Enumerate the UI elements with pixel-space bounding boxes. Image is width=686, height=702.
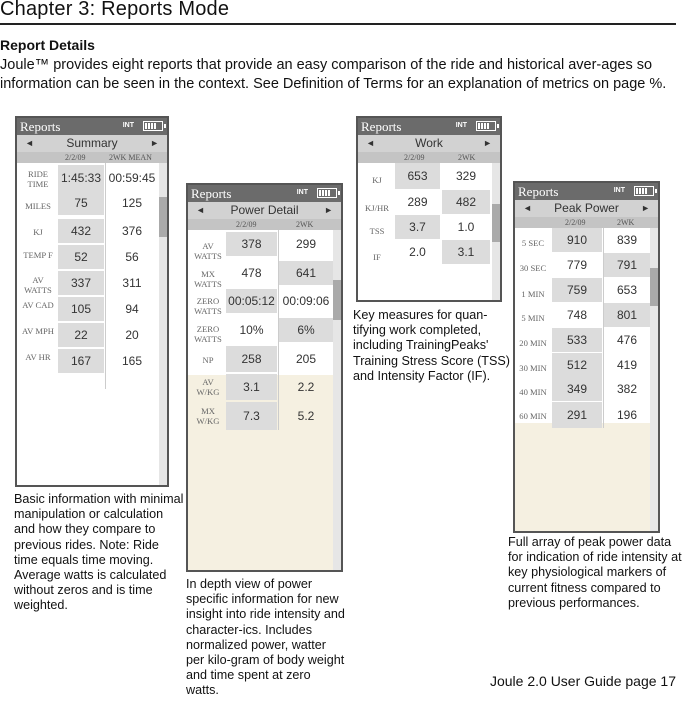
next-report-icon[interactable]: ► [324,205,333,215]
row-value-date: 779 [566,258,588,272]
row-value-average: 801 [604,303,650,327]
scrollbar-thumb[interactable] [159,197,167,237]
row-label: AV MPH [22,326,54,336]
battery-icon [476,121,496,131]
row-label: NP [202,355,214,365]
row-label: MILES [25,201,51,211]
row-value-average: 839 [616,233,638,247]
page-footer: Joule 2.0 User Guide page 17 [489,673,676,689]
col-average: 2WK [296,220,314,229]
row-value-date: 167 [58,349,104,373]
row-value-average: 382 [616,382,638,396]
report-name: Peak Power [554,201,619,215]
row-value-date: 533 [552,328,602,352]
row-value-date: 3.1 [226,374,277,400]
prev-report-icon[interactable]: ◄ [25,138,34,148]
row-value-date: 512 [552,353,602,377]
row-value-date: 75 [58,191,104,215]
row-label: TEMP F [23,250,53,260]
row-label: 5 MIN [521,313,545,323]
report-nav-bar [17,135,167,152]
row-value-average: 125 [121,196,143,210]
row-value-average: 476 [616,333,638,347]
row-value-date: 349 [552,377,602,401]
col-average: 2WK MEAN [109,153,152,162]
reports-title: Reports [191,186,232,201]
row-label: KJ/HR [365,203,389,213]
row-value-average: 205 [295,352,317,366]
row-value-average: 165 [121,354,143,368]
row-value-average: 94 [125,302,139,316]
prev-report-icon[interactable]: ◄ [366,138,375,148]
device-header [17,118,167,135]
row-value-date: 653 [395,163,440,189]
section-title: Report Details [0,37,95,53]
row-label: IF [373,252,381,262]
row-value-average: 6% [279,318,333,342]
intro-paragraph: Joule™ provides eight reports that provide an easy comparison of the ride and historical aver-ages so information can be seen in the context. See Definition of Terms for an explanation of metrics on page %. [0,57,667,92]
power-detail-caption: In depth view of power specific information for new insight into ride intensity and character-ics. Includes normalized power, watter per kilo-gram of body weight and time spent at zero watts. [186,577,345,698]
row-label: ZERO WATTS [194,296,222,316]
report-name: Power Detail [230,203,299,217]
row-label: 1 MIN [521,289,545,299]
device-header [188,185,341,202]
row-value-average: 56 [125,250,139,264]
row-label: MX W/KG [196,406,220,426]
row-label: ZERO WATTS [194,324,222,344]
row-label: AV CAD [22,300,54,310]
row-value-date: 10% [239,323,264,337]
row-label: 20 MIN [519,338,547,348]
peak-power-caption: Full array of peak power data for indication of ride intensity at key physiological markers of current fitness compared to previous performances. [508,535,682,610]
row-value-date: 22 [58,323,104,347]
reports-title: Reports [518,184,559,199]
scrollbar[interactable] [159,163,167,487]
row-value-date: 258 [226,346,277,372]
prev-report-icon[interactable]: ◄ [196,205,205,215]
row-value-average: 482 [442,190,490,214]
row-label: 5 SEC [521,238,545,248]
row-label: 30 SEC [519,263,547,273]
power-detail-report-screen [186,183,343,572]
title-rule [0,23,676,25]
row-value-average: 2.2 [297,380,315,394]
peak-power-report-screen [513,181,660,533]
row-value-average: 791 [604,253,650,277]
background-panel [515,423,650,533]
row-label: AV WATTS [194,241,222,261]
report-nav-bar [358,135,500,152]
interval-indicator: INT [455,122,467,129]
work-report-screen [356,116,502,302]
row-label: AV WATTS [24,275,52,295]
summary-report-screen [15,116,169,487]
row-value-date: 105 [58,297,104,321]
interval-indicator: INT [122,122,134,129]
row-value-average: 299 [295,237,317,251]
col-average: 2WK [458,153,476,162]
report-name: Work [415,136,443,150]
column-header-bar [515,217,658,228]
row-label: AV HR [25,352,51,362]
battery-icon [317,188,337,198]
row-value-date: 289 [407,195,428,209]
report-nav-bar [515,200,658,217]
row-value-date: 7.3 [226,402,277,430]
col-average: 2WK [617,218,635,227]
col-date: 2/2/09 [236,220,257,229]
battery-icon [634,186,654,196]
reports-title: Reports [20,119,61,134]
row-value-date: 759 [552,278,602,302]
row-value-average: 653 [616,283,638,297]
row-value-date: 52 [58,245,104,269]
scrollbar-thumb[interactable] [492,204,500,242]
device-header [515,183,658,200]
row-value-average: 641 [279,261,333,285]
column-header-bar [17,152,167,163]
row-value-average: 20 [125,328,139,342]
row-value-date: 291 [552,402,602,428]
col-date: 2/2/09 [565,218,586,227]
next-report-icon[interactable]: ► [150,138,159,148]
row-label: 40 MIN [519,387,547,397]
row-label: 60 MIN [519,411,547,421]
row-value-average: 196 [616,408,638,422]
row-label: 30 MIN [519,363,547,373]
scrollbar[interactable] [650,228,658,533]
row-value-date: 478 [241,266,262,280]
row-value-average: 311 [122,276,142,290]
row-value-average: 376 [121,224,143,238]
next-report-icon[interactable]: ► [641,203,650,213]
next-report-icon[interactable]: ► [483,138,492,148]
report-nav-bar [188,202,341,219]
scrollbar-thumb[interactable] [333,280,341,320]
row-value-average: 1.0 [457,220,475,234]
row-label: KJ [33,227,43,237]
row-label: MX WATTS [194,269,222,289]
scrollbar[interactable] [333,230,341,572]
row-value-average: 329 [455,169,477,183]
column-header-bar [188,219,341,230]
row-value-average: 5.2 [297,409,315,423]
row-value-date: 378 [226,232,277,256]
row-label: AV W/KG [196,377,220,397]
scrollbar-thumb[interactable] [650,268,658,306]
row-value-average: 00:09:06 [282,294,330,308]
scrollbar[interactable] [492,163,500,302]
row-value-date: 748 [566,308,588,322]
row-label: TSS [369,226,385,236]
column-header-bar [358,152,500,163]
reports-title: Reports [361,119,402,134]
prev-report-icon[interactable]: ◄ [523,203,532,213]
row-value-date: 00:05:12 [226,289,277,313]
row-value-date: 910 [552,228,602,252]
col-date: 2/2/09 [404,153,425,162]
row-value-average: 419 [616,358,638,372]
row-value-average: 00:59:45 [108,171,156,185]
battery-icon [143,121,163,131]
report-name: Summary [66,136,118,150]
row-value-date: 1:45:33 [58,165,104,191]
row-label: RIDE TIME [27,169,49,189]
interval-indicator: INT [613,187,625,194]
interval-indicator: INT [296,189,308,196]
row-value-date: 2.0 [409,245,426,259]
row-value-date: 432 [58,219,104,243]
row-value-date: 337 [58,271,104,295]
work-caption: Key measures for quan-tifying work completed, including TrainingPeaks' Training Stress Score (TSS) and Intensity Factor (IF). [353,308,510,383]
row-label: KJ [372,175,382,185]
row-value-date: 3.7 [395,215,440,239]
col-date: 2/2/09 [65,153,86,162]
summary-caption: Basic information with minimal manipulation or calculation and how they compare to previous rides. Note: Ride time equals time moving. Average watts is calculated without zeros and is time weighted. [14,492,184,613]
row-value-average: 3.1 [442,240,490,264]
chapter-title: Chapter 3: Reports Mode [0,0,230,20]
device-header [358,118,500,135]
